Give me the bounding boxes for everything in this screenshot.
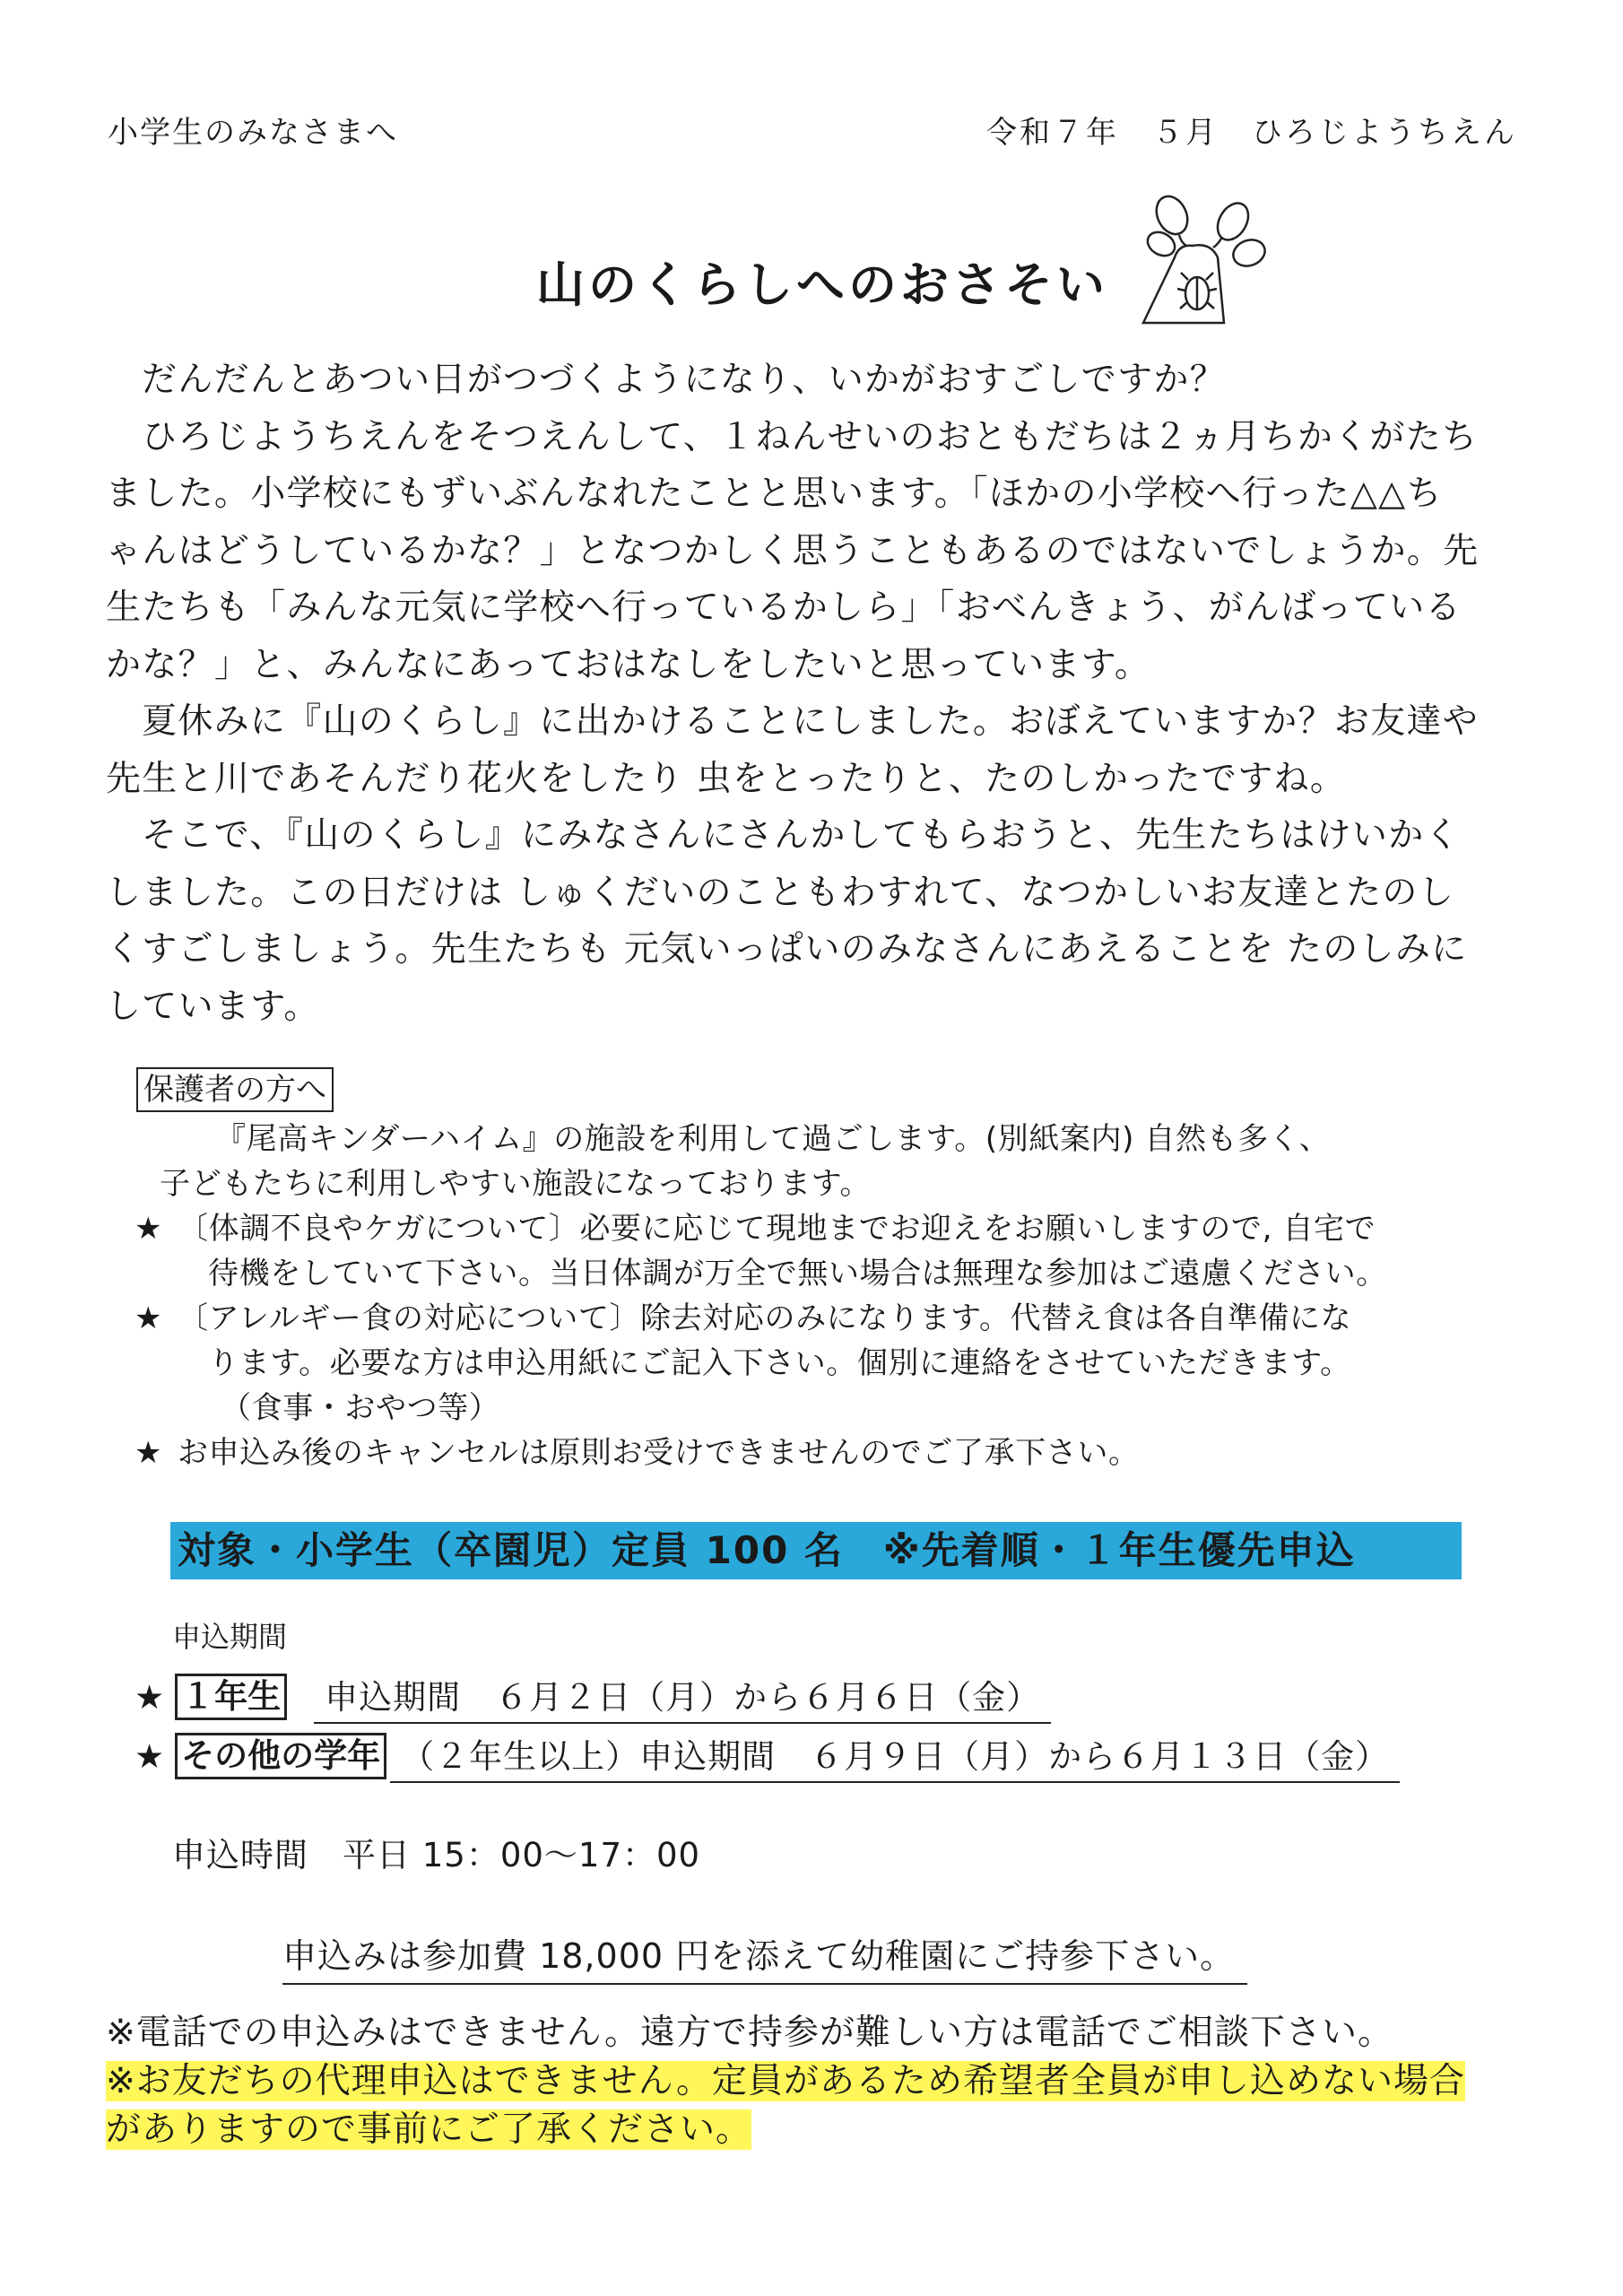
note-text: 待機をしていて下さい。当日体調が万全で無い場合は無理な参加はご遠慮ください。 <box>208 1256 1387 1292</box>
intro-line: だんだんとあつい日がつづくようになり、いかがおすごしですか？ <box>142 360 1227 400</box>
intro-line: ひろじようちえんをそつえんして、１ねんせいのおともだちは２ヵ月ちかくがたち <box>142 416 1479 457</box>
note-text: お申込み後のキャンセルは原則お受けできませんのでご了承下さい。 <box>178 1435 1140 1471</box>
note-cancel <box>135 1431 1542 1475</box>
tree-insect-illustration <box>1125 190 1282 325</box>
highlight-line: ※お友だちの代理申込はできません。定員があるため希望者全員が申し込めない場合 <box>106 2061 1466 2101</box>
period-text: 申込期間 ６月２日（月）から６月６日（金） <box>314 1670 1051 1724</box>
star-icon: ★ <box>135 1736 165 1776</box>
star-icon: ★ <box>135 1435 163 1471</box>
period-label: 申込期間 <box>172 1620 288 1654</box>
period-row-first-grade <box>135 1670 1051 1724</box>
intro-line: しています。 <box>106 986 320 1027</box>
intro-letter <box>106 352 1532 1035</box>
note-allergy <box>135 1296 1542 1341</box>
intro-line: ゃんはどうしているかな？」となつかしく思うこともあるのではないでしょうか。先 <box>106 530 1480 571</box>
intro-line: ました。小学校にもずいぶんなれたことと思います。「ほかの小学校へ行った△△ち <box>106 474 1443 514</box>
page-title: 山のくらしへのおさそい <box>536 257 1108 313</box>
intro-line: そこで、『山のくらし』にみなさんにさんかしてもらおうと、先生たちはけいかく <box>142 815 1461 856</box>
intro-line: かな？」と、みんなにあっておはなしをしたいと思っています。 <box>106 644 1151 685</box>
fee-line: 申込みは参加費 18,000 円を添えて幼稚園にご持参下さい。 <box>282 1928 1247 1985</box>
intro-line: しました。この日だけは しゅくだいのこともわすれて、なつかしいお友達とたのし <box>106 872 1455 913</box>
note-text: ります。必要な方は申込用紙にご記入下さい。個別に連絡をさせていただきます。 <box>208 1345 1351 1381</box>
intro-line: 夏休みに『山のくらし』に出かけることにしました。おぼえていますか？お友達や <box>142 701 1480 742</box>
highlight-line: がありますので事前にご了承ください。 <box>106 2109 752 2150</box>
application-time: 申込時間 平日 15：00〜17：00 <box>172 1836 701 1874</box>
guardian-text: 『尾高キンダーハイム』の施設を利用して過ごします。(別紙案内) 自然も多く、 <box>215 1121 1331 1157</box>
footer-notes <box>106 2009 1541 2154</box>
date-sender-line: 令和７年 ５月 ひろじようちえん <box>986 115 1517 151</box>
star-icon: ★ <box>135 1677 165 1717</box>
intro-line: くすごしましょう。先生たちも 元気いっぱいのみなさんにあえることを たのしみに <box>106 929 1468 970</box>
target-capacity-banner: 対象・小学生（卒園児）定員 100 名 ※先着順・１年生優先申込 <box>170 1522 1462 1579</box>
grade-label: １年生 <box>175 1674 287 1720</box>
recipient-line: 小学生のみなさまへ <box>108 115 398 151</box>
note-text: 〔アレルギー食の対応について〕除去対応のみになります。代替え食は各自準備にな <box>178 1300 1352 1336</box>
note-text: （食事・おやつ等） <box>221 1390 500 1426</box>
intro-line: 先生と川であそんだり花火をしたり 虫をとったりと、たのしかったですね。 <box>106 758 1347 799</box>
guardian-notes <box>135 1117 1542 1475</box>
guardian-text: 子どもたちに利用しやすい施設になっております。 <box>160 1166 872 1202</box>
star-icon: ★ <box>135 1300 163 1336</box>
footer-line: ※電話での申込みはできません。遠方で持参が難しい方は電話でご相談下さい。 <box>106 2013 1394 2053</box>
guardian-label: 保護者の方へ <box>136 1067 334 1112</box>
note-health <box>135 1206 1542 1251</box>
intro-line: 生たちも「みんな元気に学校へ行っているかしら」「おべんきょう、がんばっている <box>106 587 1462 628</box>
grade-label: その他の学年 <box>175 1733 386 1779</box>
period-row-other-grades <box>135 1729 1400 1783</box>
note-text: 〔体調不良やケガについて〕必要に応じて現地までお迎えをお願いしますので, 自宅で <box>178 1211 1376 1247</box>
period-text: （２年生以上）申込期間 ６月９日（月）から６月１３日（金） <box>390 1729 1400 1783</box>
star-icon: ★ <box>135 1211 163 1247</box>
